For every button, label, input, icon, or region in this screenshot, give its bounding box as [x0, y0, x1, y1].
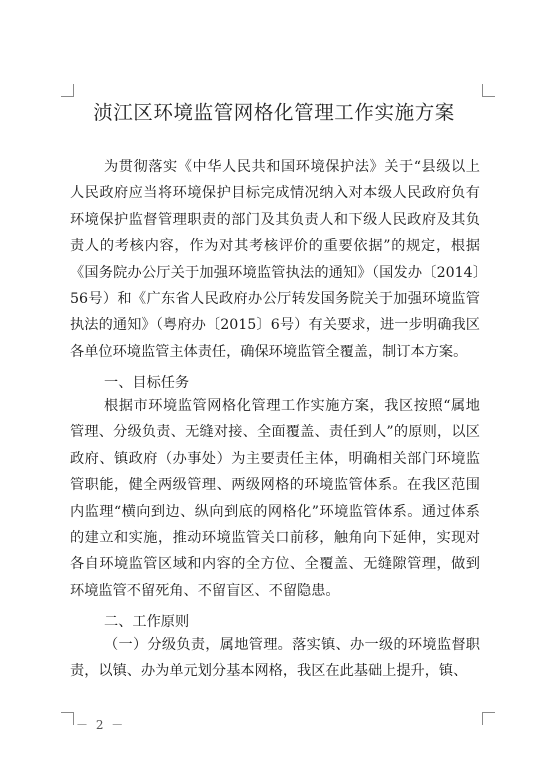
goals-paragraph: 根据市环境监管网格化管理工作实施方案，我区按照“属地管理、分级负责、无缝对接、全面覆盖、责任到人”的原则，以区政府、镇政府（办事处）为主要责任主体，明确相关部门环境监管职能，健全两级管理、两级网格的环境监管体系。在我区范围内监理“横向到边、纵向到底的网格化”环境监管体系。通过体系的建立和实施，推动环境监管关口前移，触角向下延伸，实现对各自环境监管区域和内容的全方位、全覆盖、无缝隙管理，做到环境监管不留死角、不留盲区、不留隐患。 [70, 398, 480, 599]
crop-mark-top-right [482, 84, 495, 97]
section-heading-principles: 二、工作原则 [104, 614, 190, 630]
document-title: 浈江区环境监管网格化管理工作实施方案 [93, 101, 455, 124]
crop-mark-top-left [61, 84, 74, 97]
crop-mark-bottom-right [482, 712, 495, 725]
section-heading-goals: 一、目标任务 [104, 375, 190, 391]
intro-paragraph: 为贯彻落实《中华人民共和国环境保护法》关于“县级以上人民政府应当将环境保护目标完成情况纳入对本级人民政府负有环境保护监督管理职责的部门及其负责人和下级人民政府及其负责人的考核内容，作为对其考核评价的重要依据”的规定，根据《国务院办公厅关于加强环境监管执法的通知》（国发办〔2014〕56号）和《广东省人民政府办公厅转发国务院关于加强环境监管执法的通知》（粤府办〔2015〕6号）有关要求，进一步明确我区各单位环境监管主体责任，确保环境监管全覆盖，制订本方案。 [70, 159, 480, 360]
page-number: － 2 － [76, 718, 126, 732]
crop-mark-bottom-left [61, 712, 74, 725]
principles-paragraph: （一）分级负责，属地管理。落实镇、办一级的环境监督职责，以镇、办为单元划分基本网格，我区在此基础上提升，镇、 [70, 637, 480, 680]
